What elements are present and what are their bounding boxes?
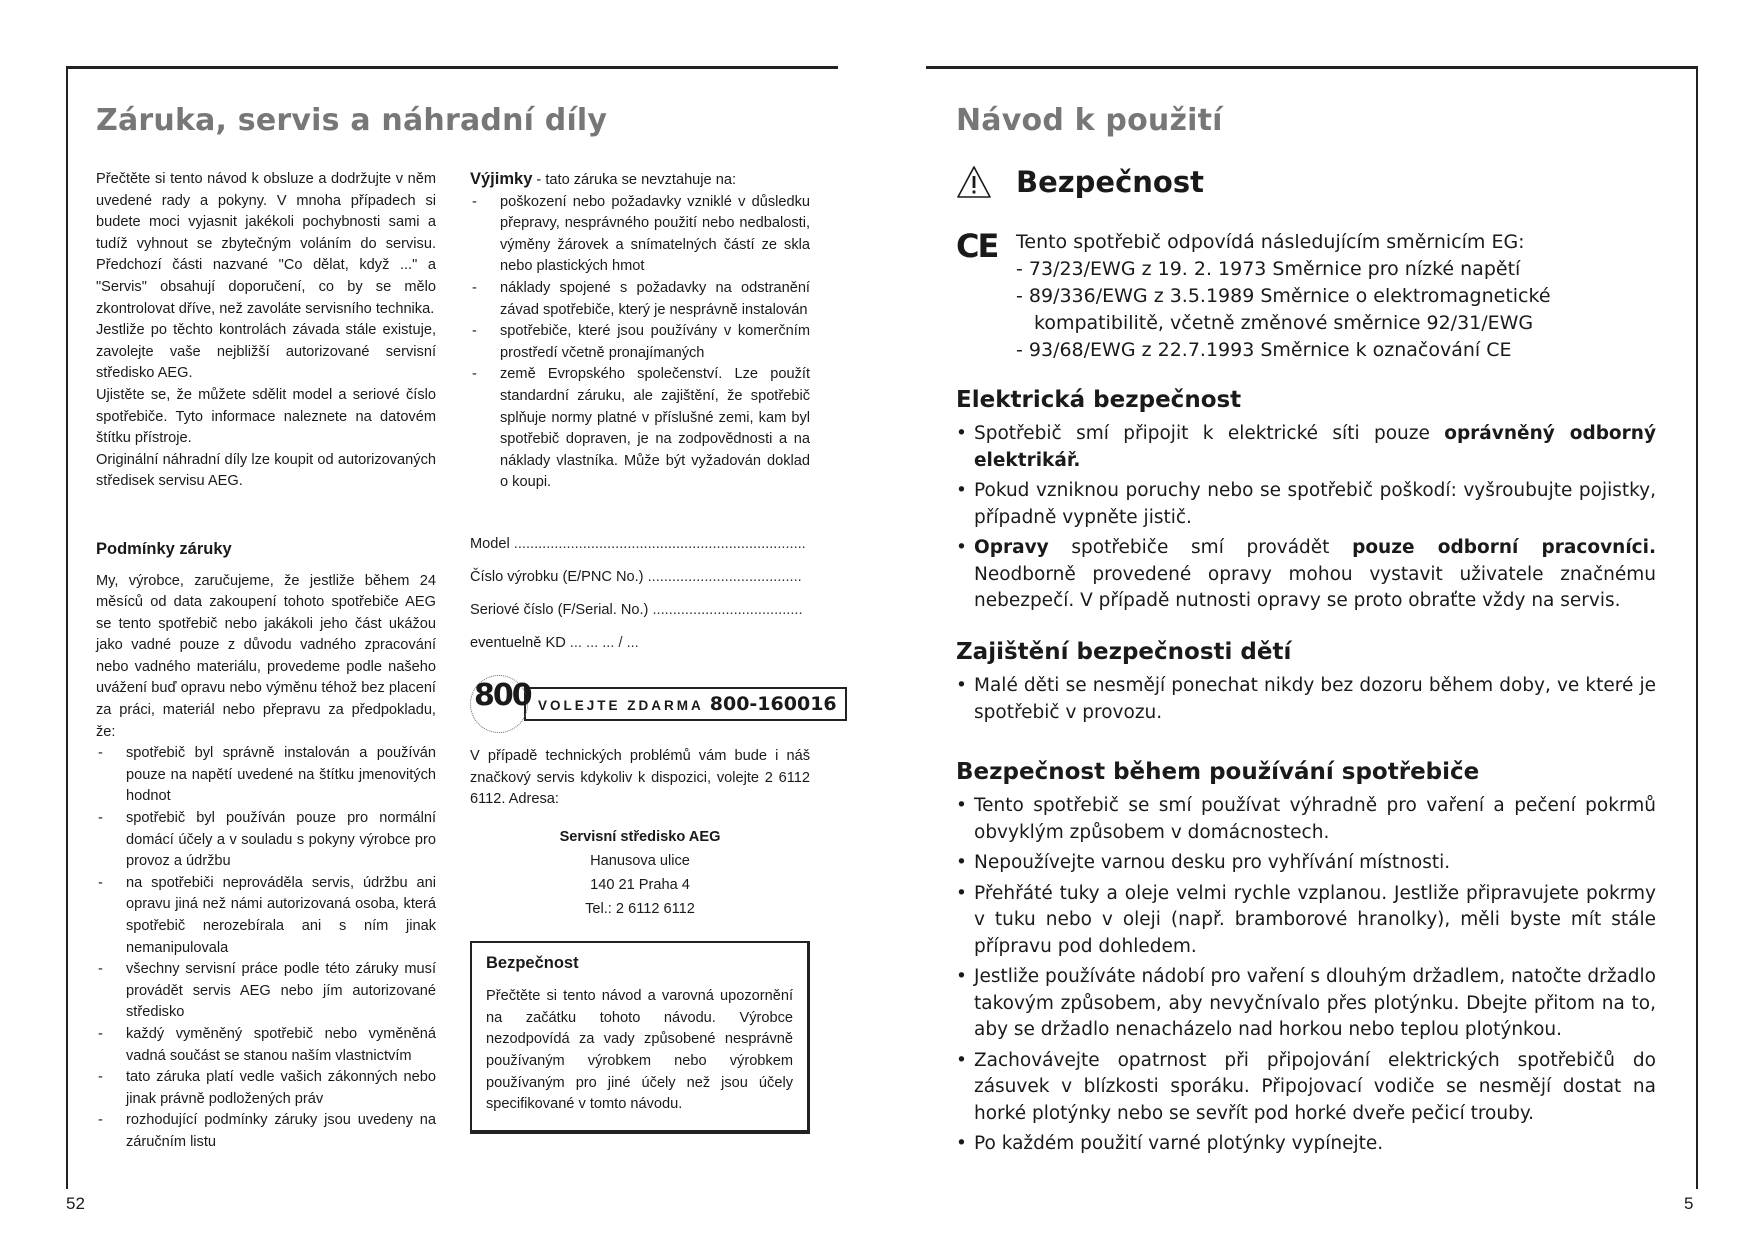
- left-page: [66, 66, 838, 1189]
- list-item: - tato záruka platí vedle vašich zákonných nebo jinak právně podložených práv: [96, 1067, 436, 1110]
- free-call-phone: 800-160016: [709, 692, 837, 715]
- kd-field[interactable]: [470, 627, 810, 660]
- intro-paragraph: Jestliže po těchto kontrolách závada stále existuje, zavolejte vaše nejbližší autorizované servisní středisko AEG.: [96, 322, 436, 382]
- safety-heading-row: [956, 165, 1656, 199]
- ce-mark-icon: CE: [956, 227, 998, 265]
- section-heading: Elektrická bezpečnost: [956, 387, 1242, 413]
- list-item: - všechny servisní práce podle této záruky musí provádět servis AEG nebo jím autorizované středisko: [96, 959, 436, 1024]
- free-call-800-badge-icon: [470, 675, 531, 733]
- exceptions-heading-line: [470, 169, 810, 192]
- serial-number-field[interactable]: [470, 594, 810, 627]
- field-dots: ......................................: [643, 568, 802, 585]
- free-call-banner: [470, 674, 837, 734]
- product-info-form: [470, 528, 810, 660]
- warranty-conditions-intro: My, výrobce, zaručujeme, že jestliže během 24 měsíců od data zakoupení tohoto spotřebiče AEG se tento spotřebič nebo jakákoli jeho část ukážou jako vadné pouze z důvodu vadného zpracování nebo vadného materiálu, provedeme podle našeho uvážení buď opravu nebo výměnu téhož bez placení za práci, materiál nebo přepravu za předpokladu, že:: [96, 572, 436, 740]
- ce-directive-list: [1016, 256, 1656, 364]
- usage-safety-section: [956, 759, 1656, 1162]
- warranty-conditions-list: [96, 743, 436, 1153]
- electrical-safety-section: [956, 387, 1656, 619]
- service-street: Hanusova ulice: [590, 852, 690, 869]
- list-item: - spotřebič byl používán pouze pro normální domácí účely a v souladu s pokyny výrobce pro provoz a údržbu: [96, 808, 436, 873]
- list-item: • Spotřebič smí připojit k elektrické síti pouze oprávněný odborný elektrikář.: [956, 421, 1656, 474]
- list-item: • Malé děti se nesmějí ponechat nikdy bez dozoru během doby, ve které je spotřebič v provozu.: [956, 673, 1656, 726]
- badge-number: 800: [474, 677, 531, 713]
- list-item: - rozhodující podmínky záruky jsou uvedeny na záručním listu: [96, 1110, 436, 1153]
- exceptions-column: [470, 169, 837, 1134]
- safety-box-text: Přečtěte si tento návod a varovná upozornění na začátku tohoto návodu. Výrobce nezodpovídá za vady způsobené nesprávně používaným výrobkem nebo výrobkem používaným pro jiné účely než jsou účely specifikované v tomto návodu.: [486, 988, 793, 1113]
- page-title: Návod k použití: [956, 103, 1223, 138]
- section-heading: Bezpečnost během používání spotřebiče: [956, 759, 1480, 785]
- safety-box-heading: Bezpečnost: [486, 953, 579, 972]
- page-number: 5: [1684, 1194, 1694, 1213]
- list-item: • Zachovávejte opatrnost při připojování elektrických spotřebičů do zásuvek v blízkosti sporáku. Připojovací vodiče se nesmějí dostat na horké plotýnky nebo se sevřít pod horké dveře pečicí trouby.: [956, 1048, 1656, 1128]
- model-field[interactable]: [470, 528, 810, 561]
- exceptions-list: [470, 192, 810, 494]
- service-phone: Tel.: 2 6112 6112: [585, 900, 695, 917]
- intro-paragraph: Přečtěte si tento návod k obsluze a dodržujte v něm uvedené rady a pokyny. V mnoha případech si budete moci vyjasnit jakékoli pochybnosti sami a tudíž vyhnout se zbytečným voláním do servisu. Předchozí části nazvané "Co dělat, když ..." a "Servis" obsahují doporučení, co by se mělo zkontrolovat dříve, než zavoláte servisního technika.: [96, 171, 436, 317]
- list-item: - 89/336/EWG z 3.5.1989 Směrnice o elektromagnetické kompatibilitě, včetně změnové směrnice 92/31/EWG: [1016, 285, 1551, 334]
- list-item: • Přehřáté tuky a oleje velmi rychle vzplanou. Jestliže připravujete pokrmy v tuku nebo v oleji (např. bramborové hranolky), měli byste mít stále přípravu pod dohledem.: [956, 881, 1656, 961]
- field-dots: ........................................................................: [509, 535, 806, 552]
- list-item: - na spotřebiči neprováděla servis, údržbu ani opravu jiná než námi autorizovaná osoba, která spotřebič nerozebírala ani s ním jinak nemanipulovala: [96, 873, 436, 959]
- exceptions-heading: Výjimky: [470, 170, 533, 188]
- free-call-bar: [524, 687, 847, 721]
- safety-heading: Bezpečnost: [1016, 165, 1204, 199]
- ce-intro: Tento spotřebič odpovídá následujícím směrnicím EG:: [1016, 231, 1525, 253]
- list-item: - 93/68/EWG z 22.7.1993 Směrnice k označování CE: [1016, 339, 1512, 361]
- service-address: [470, 825, 810, 921]
- warranty-conditions-heading: Podmínky záruky: [96, 539, 232, 558]
- tech-support-text: V případě technických problémů vám bude i náš značkový servis kdykoliv k dispozici, volejte 2 6112 6112. Adresa:: [470, 747, 810, 808]
- child-safety-section: [956, 639, 1656, 730]
- list-item: - spotřebiče, které jsou používány v komerčním prostředí včetně pronajímaných: [470, 321, 810, 364]
- list-item: - poškození nebo požadavky vzniklé v důsledku přepravy, nesprávného použití nebo nedbalosti, výměny žárovek a snímatelných částí ze skla nebo plastických hmot: [470, 192, 810, 278]
- list-item: • Nepoužívejte varnou desku pro vyhřívání místnosti.: [956, 850, 1656, 877]
- field-label: Model: [470, 535, 510, 552]
- page-title: Záruka, servis a náhradní díly: [96, 103, 608, 138]
- intro-paragraph: Ujistěte se, že můžete sdělit model a seriové číslo spotřebiče. Tyto informace naleznete na datovém štítku přístroje.: [96, 386, 436, 447]
- safety-notice-box: [470, 941, 810, 1134]
- service-city: 140 21 Praha 4: [590, 876, 690, 893]
- right-page: [926, 66, 1698, 1189]
- field-label: Seriové číslo (F/Serial. No.): [470, 601, 649, 618]
- intro-column: [96, 169, 436, 1154]
- list-item: - 73/23/EWG z 19. 2. 1973 Směrnice pro nízké napětí: [1016, 258, 1521, 280]
- list-item: - země Evropského společenství. Lze použít standardní záruku, ale zajištění, že spotřebič splňuje normy platné v příslušné zemi, kam byl spotřebič dopraven, je na zodpovědnosti a na náklady vlastníka. Může být vyžadován doklad o koupi.: [470, 364, 810, 494]
- list-item: • Tento spotřebič se smí používat výhradně pro vaření a pečení pokrmů obvyklým způsobem v domácnostech.: [956, 793, 1656, 846]
- safety-section: [956, 165, 1656, 199]
- list-item: • Jestliže používáte nádobí pro vaření s dlouhým držadlem, natočte držadlo takovým způsobem, aby nevyčnívalo přes plotýnku. Dbejte přitom na to, aby se držadlo nenacházelo nad horkou nebo teplou plotýnkou.: [956, 964, 1656, 1044]
- field-dots: .....................................: [648, 601, 803, 618]
- ce-section: [956, 229, 1656, 364]
- warning-triangle-icon: [956, 165, 992, 199]
- free-call-label: VOLEJTE ZDARMA: [538, 697, 704, 713]
- list-item: - spotřebič byl správně instalován a používán pouze na napětí uvedené na štítku jmenovitých hodnot: [96, 743, 436, 808]
- intro-paragraph: Originální náhradní díly lze koupit od autorizovaných středisek servisu AEG.: [96, 451, 436, 490]
- list-item: - náklady spojené s požadavky na odstranění závad spotřebiče, který je nesprávně instalován: [470, 278, 810, 321]
- list-item: • Po každém použití varné plotýnky vypínejte.: [956, 1131, 1656, 1158]
- service-name: Servisní středisko AEG: [559, 828, 721, 845]
- list-item: • Pokud vzniknou poruchy nebo se spotřebič poškodí: vyšroubujte pojistky, případně vypněte jistič.: [956, 478, 1656, 531]
- exceptions-heading-suffix: - tato záruka se nevztahuje na:: [532, 172, 736, 188]
- list-item: • Opravy spotřebiče smí provádět pouze odborní pracovníci. Neodborně provedené opravy mohou vystavit uživatele značnému nebezpečí. V případě nutnosti opravy se proto obraťte vždy na servis.: [956, 535, 1656, 615]
- section-heading: Zajištění bezpečnosti dětí: [956, 639, 1292, 665]
- list-item: - každý vyměněný spotřebič nebo vyměněná vadná součást se stanou naším vlastnictvím: [96, 1024, 436, 1067]
- field-label: eventuelně KD: [470, 634, 566, 651]
- field-dots: ... ... ... / ...: [565, 634, 639, 651]
- page-number: 52: [66, 1194, 85, 1213]
- pnc-number-field[interactable]: [470, 561, 810, 594]
- field-label: Číslo výrobku (E/PNC No.): [470, 568, 644, 585]
